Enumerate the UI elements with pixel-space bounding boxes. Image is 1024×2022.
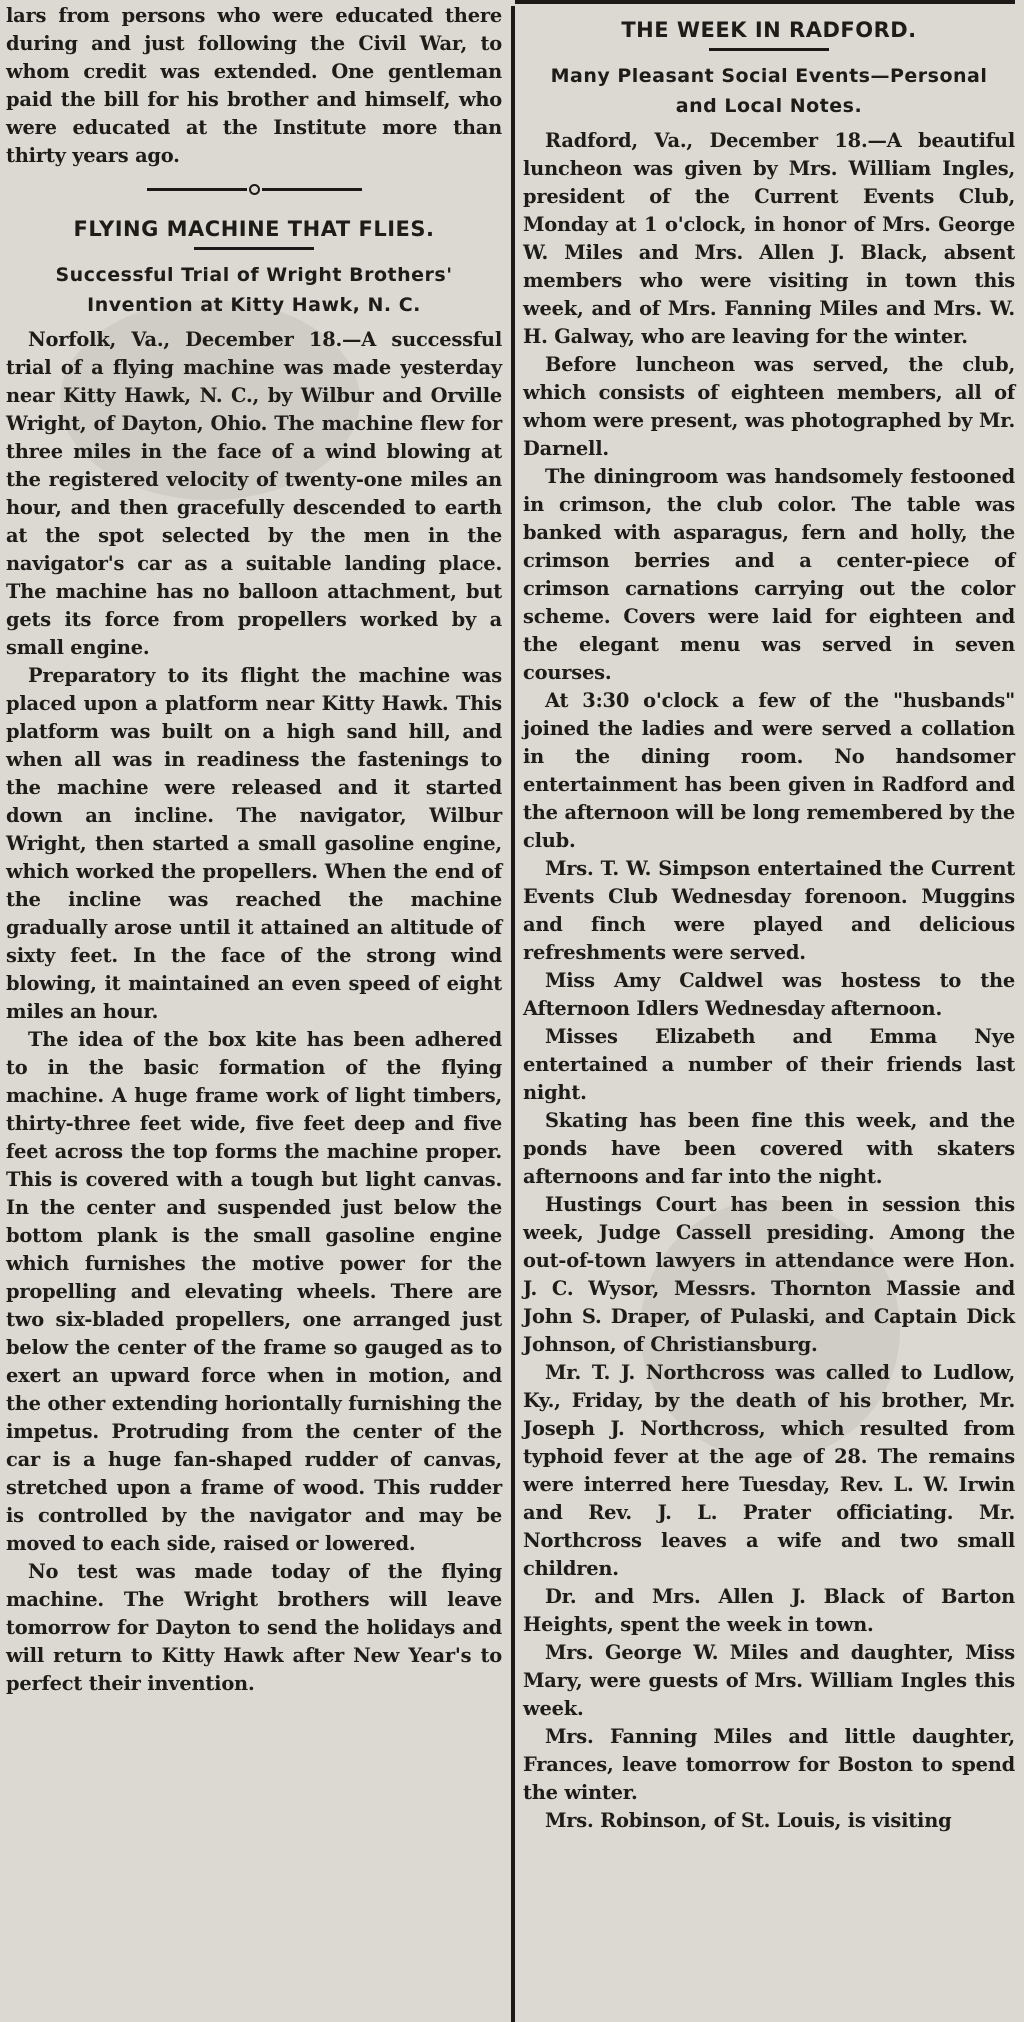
article-paragraph: Mrs. Robinson, of St. Louis, is visiting — [545, 1809, 952, 1832]
article-paragraph: Misses Elizabeth and Emma Nye entertained a number of their friends last night. — [523, 1025, 1015, 1104]
radford-headline: THE WEEK IN RADFORD. — [621, 18, 917, 42]
left-column — [4, 0, 504, 1698]
intro-paragraph: lars from persons who were educated there during and just following the Civil War, to whom credit was extended. One gentleman paid the bill for his brother and himself, who were educated at the Institute more than thirty years ago. — [6, 4, 502, 167]
radford-subheadline: Many Pleasant Social Events—Personal and Local Notes. — [550, 65, 988, 117]
article-paragraph: Radford, Va., December 18.—A beautiful luncheon was given by Mrs. William Ingles, president of the Current Events Club, Monday at 1 o'clock, in honor of Mrs. George W. Miles and Mrs. Allen J. Black, absent members who were visiting in town this week, and of Mrs. Fanning Miles and Mrs. W. H. Galway, who are leaving for the winter. — [523, 129, 1015, 348]
left-article-body-top — [4, 2, 504, 170]
article-paragraph: The idea of the box kite has been adhered to in the basic formation of the flying machine. A huge frame work of light timbers, thirty-three feet wide, five feet deep and five feet across the top forms the machine proper. This is covered with a tough but light canvas. In the center and suspended just below the bottom plank is the small gasoline engine which furnishes the motive power for the propelling and elevating wheels. There are two six-bladed propellers, one arranged just below the center of the frame so gauged as to exert an upward force when in motion, and the other extending horiontally furnishing the impetus. Protruding from the center of the car is a huge fan-shaped rudder of canvas, stretched upon a frame of wood. This rudder is controlled by the navigator and may be moved to each side, raised or lowered. — [6, 1028, 502, 1555]
article-paragraph: Hustings Court has been in session this week, Judge Cassell presiding. Among the out-of-town lawyers in attendance were Hon. J. C. Wysor, Messrs. Thornton Massie and John S. Draper, of Pulaski, and Captain Dick Johnson, of Christiansburg. — [523, 1193, 1015, 1356]
article-paragraph: At 3:30 o'clock a few of the "husbands" joined the ladies and were served a collation in the dining room. No handsomer entertainment has been given in Radford and the afternoon will be long remembered by the club. — [523, 689, 1015, 852]
flying-machine-subheadline: Successful Trial of Wright Brothers' Invention at Kitty Hawk, N. C. — [55, 264, 453, 316]
section-ornament — [4, 184, 504, 195]
article-paragraph: Dr. and Mrs. Allen J. Black of Barton Heights, spent the week in town. — [523, 1585, 1015, 1636]
flying-machine-article — [4, 326, 504, 1698]
article-paragraph: The diningroom was handsomely festooned in crimson, the club color. The table was banked with asparagus, fern and holly, the crimson berries and a center-piece of crimson carnations carrying out the color scheme. Covers were laid for eighteen and the elegant menu was served in seven courses. — [523, 465, 1015, 684]
article-paragraph: Mr. T. J. Northcross was called to Ludlow, Ky., Friday, by the death of his brother, Mr. Joseph J. Northcross, which resulted from typhoid fever at the age of 28. The remains were interred here Tuesday, Rev. L. W. Irwin and Rev. J. L. Prater officiating. Mr. Northcross leaves a wife and two small children. — [523, 1361, 1015, 1580]
radford-article — [521, 127, 1017, 1835]
article-paragraph: Mrs. Fanning Miles and little daughter, Frances, leave tomorrow for Boston to spend the winter. — [523, 1725, 1015, 1804]
headline-rule — [709, 48, 829, 51]
article-paragraph: Mrs. George W. Miles and daughter, Miss Mary, were guests of Mrs. William Ingles this week. — [523, 1641, 1015, 1720]
article-paragraph: No test was made today of the flying machine. The Wright brothers will leave tomorrow for Dayton to send the holidays and will return to Kitty Hawk after New Year's to perfect their invention. — [6, 1560, 502, 1695]
article-paragraph: Before luncheon was served, the club, which consists of eighteen members, all of whom were present, was photographed by Mr. Darnell. — [523, 353, 1015, 460]
article-paragraph: Norfolk, Va., December 18.—A successful trial of a flying machine was made yesterday near Kitty Hawk, N. C., by Wilbur and Orville Wright, of Dayton, Ohio. The machine flew for three miles in the face of a wind blowing at the registered velocity of twenty-one miles an hour, and then gracefully descended to earth at the spot selected by the men in the navigator's car as a suitable landing place. The machine has no balloon attachment, but gets its force from propellers worked by a small engine. — [6, 328, 502, 659]
article-paragraph: Preparatory to its flight the machine was placed upon a platform near Kitty Hawk. This platform was built on a high sand hill, and when all was in readiness the fastenings to the machine were released and it started down an incline. The navigator, Wilbur Wright, then started a small gasoline engine, which worked the propellers. When the end of the incline was reached the machine gradually arose until it attained an altitude of sixty feet. In the face of the strong wind blowing, it maintained an even speed of eight miles an hour. — [6, 664, 502, 1023]
flying-machine-headline: FLYING MACHINE THAT FLIES. — [73, 217, 435, 241]
headline-rule — [194, 247, 314, 250]
article-paragraph: Miss Amy Caldwel was hostess to the Afternoon Idlers Wednesday afternoon. — [523, 969, 1015, 1020]
right-column — [521, 0, 1017, 1835]
article-paragraph: Skating has been fine this week, and the ponds have been covered with skaters afternoons and far into the night. — [523, 1109, 1015, 1188]
column-divider — [511, 6, 515, 2022]
article-paragraph: Mrs. T. W. Simpson entertained the Current Events Club Wednesday forenoon. Muggins and finch were played and delicious refreshments were served. — [523, 857, 1015, 964]
